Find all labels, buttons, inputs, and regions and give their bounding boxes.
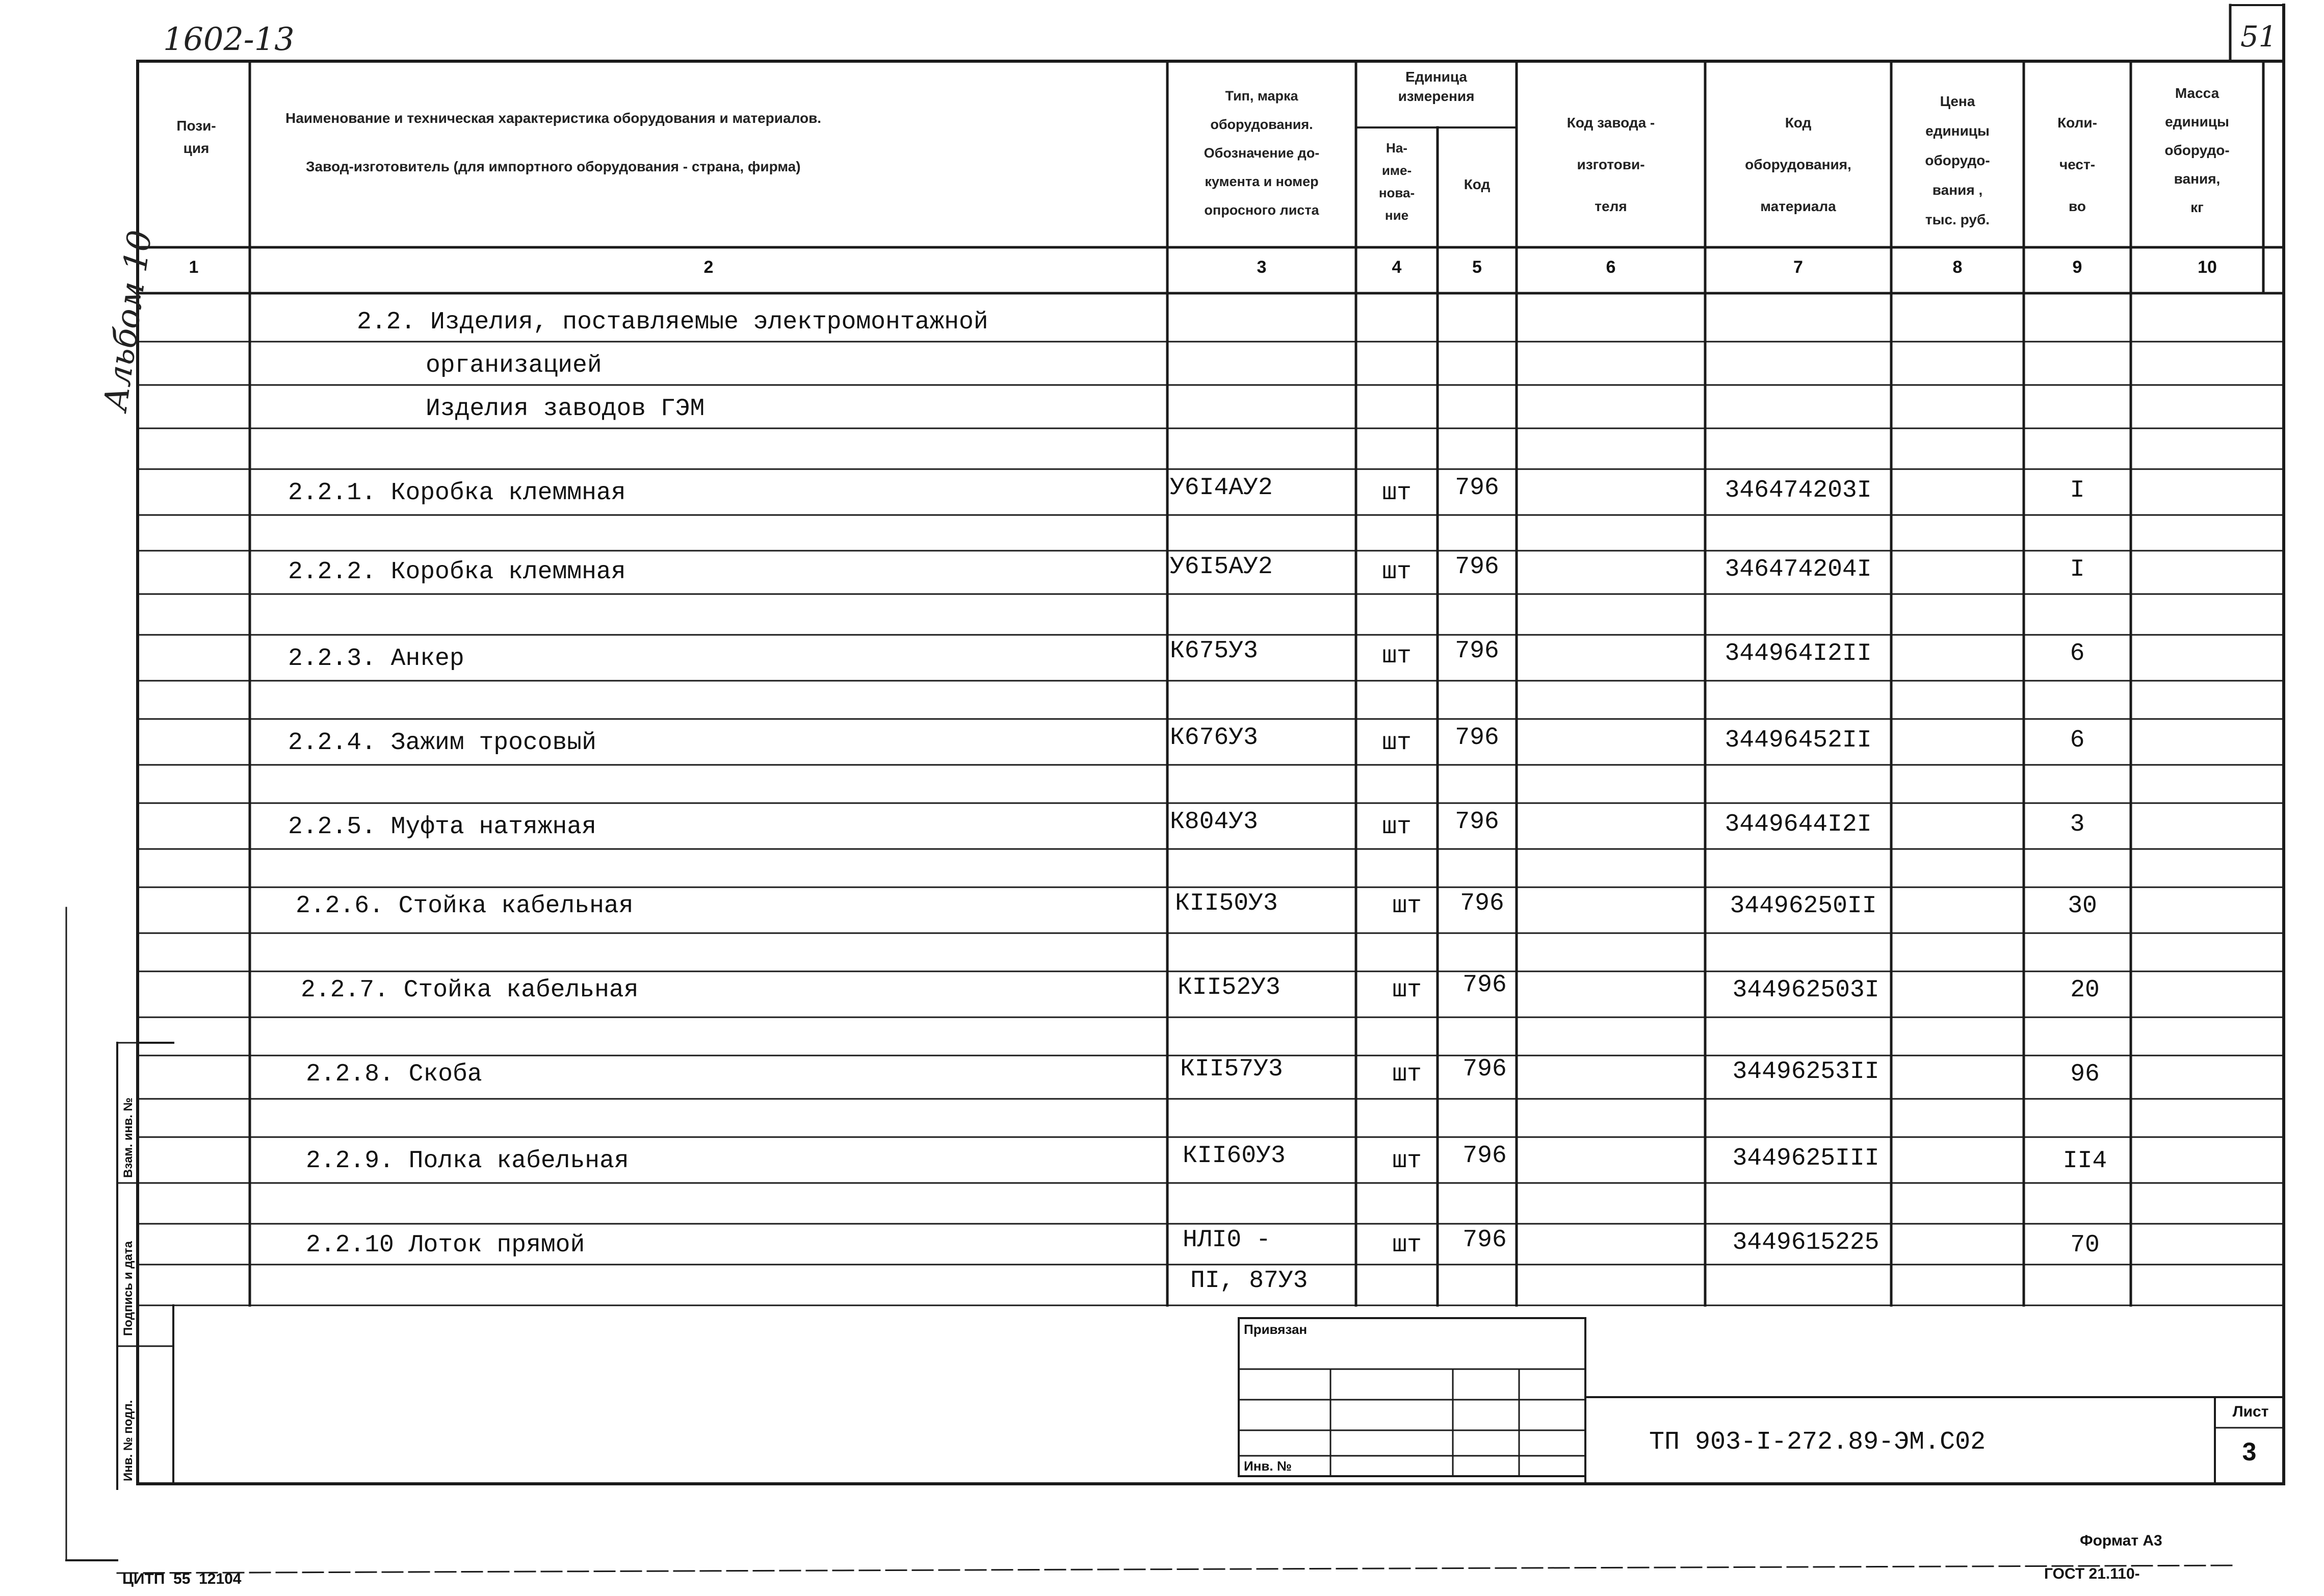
row-qty: II4: [2062, 1147, 2107, 1175]
row-qty: 70: [2070, 1231, 2100, 1259]
side-label-inv-podl: Инв. № подл.: [121, 1400, 135, 1481]
col-number: 7: [1793, 258, 1803, 277]
row-unit: шт: [1382, 642, 1412, 670]
row-qty: I: [2070, 477, 2085, 504]
row-type: КII52У3: [1178, 974, 1281, 1001]
row-type: К676У3: [1170, 724, 1258, 752]
row-unit: шт: [1392, 1147, 1422, 1175]
col-number: 1: [189, 258, 199, 277]
row-name: 2.2.1. Коробка клеммная: [288, 479, 626, 507]
row-unit: шт: [1392, 1061, 1422, 1088]
col-number: 5: [1472, 258, 1482, 277]
row-qty: 3: [2070, 811, 2085, 838]
header-unit-mass: Масса единицы оборудо- вания, кг: [2164, 85, 2230, 215]
sheet-label: Лист: [2232, 1403, 2269, 1420]
row-name: 2.2.8. Скоба: [306, 1061, 482, 1088]
page-number: 51: [2240, 20, 2277, 54]
row-unit-code: 796: [1455, 808, 1499, 836]
row-unit: шт: [1392, 976, 1422, 1004]
row-unit: шт: [1392, 892, 1422, 920]
row-code: 3449615225: [1732, 1229, 1879, 1256]
row-name: 2.2.3. Анкер: [288, 645, 464, 673]
col-number: 2: [703, 258, 714, 277]
row-name: 2.2.6. Стойка кабельная: [296, 892, 634, 920]
row-unit-code: 796: [1463, 1056, 1507, 1083]
row-unit-code: 796: [1455, 553, 1499, 581]
section-title-line1: 2.2. Изделия, поставляемые электромонтажной: [357, 308, 988, 336]
header-name-line2: Завод-изготовитель (для импортного оборудования - страна, фирма): [306, 159, 801, 174]
format-label: Формат А3: [2080, 1532, 2162, 1549]
header-unit: Единица измерения: [1398, 69, 1475, 104]
col-number: 10: [2198, 258, 2217, 277]
row-name: 2.2.2. Коробка клеммная: [288, 558, 626, 586]
row-unit: шт: [1382, 813, 1412, 841]
header-unit-code: Код: [1464, 176, 1491, 192]
header-type: Тип, марка оборудования. Обозначение до- кумента и номер опросного листа: [1204, 88, 1320, 218]
stamp-inv-number: Инв. №: [1244, 1458, 1292, 1474]
row-qty: 6: [2070, 640, 2085, 667]
col-number: 6: [1606, 258, 1616, 277]
row-qty: 30: [2068, 892, 2097, 920]
header-unit-price: Цена единицы оборудо- вания , тыс. руб.: [1925, 93, 1990, 227]
row-qty: 6: [2070, 727, 2085, 754]
row-unit-code: 796: [1463, 1142, 1507, 1170]
row-code: 34496250II: [1730, 892, 1877, 920]
handwritten-drawing-number: 1602-13: [163, 20, 295, 58]
row-unit-code: 796: [1455, 724, 1499, 752]
header-quantity: Коли- чест- во: [2057, 115, 2097, 214]
row-code: 34496452II: [1725, 727, 1872, 754]
row-unit-code: 796: [1455, 637, 1499, 665]
header-position: Пози- ция: [176, 118, 216, 156]
header-unit-name: На- име- нова- ние: [1378, 140, 1415, 223]
row-code: 3449625III: [1732, 1145, 1879, 1172]
row-unit: шт: [1382, 479, 1412, 507]
row-type: КII60У3: [1183, 1142, 1286, 1170]
row-unit: шт: [1382, 729, 1412, 757]
row-type-continued: ПI, 87У3: [1190, 1267, 1308, 1295]
row-type: К675У3: [1170, 637, 1258, 665]
row-unit: шт: [1382, 558, 1412, 586]
side-label-vzam-inv: Взам. инв. №: [121, 1097, 135, 1178]
row-unit-code: 796: [1455, 474, 1499, 502]
col-number: 4: [1392, 258, 1402, 277]
header-name-line1: Наименование и техническая характеристика оборудования и материалов.: [285, 110, 822, 126]
row-unit-code: 796: [1463, 971, 1507, 999]
row-qty: 96: [2070, 1061, 2100, 1088]
sheet-number: 3: [2242, 1437, 2257, 1466]
gost-label: ГОСТ 21.110-: [2044, 1565, 2140, 1582]
row-qty: 20: [2070, 976, 2100, 1004]
row-type: КII50У3: [1175, 890, 1278, 917]
row-type: У6I4АУ2: [1170, 474, 1273, 502]
row-name: 2.2.10 Лоток прямой: [306, 1231, 585, 1259]
stamp-privyazan: Привязан: [1244, 1322, 1308, 1337]
row-type: К804У3: [1170, 808, 1258, 836]
row-unit-code: 796: [1460, 890, 1504, 917]
document-code: ТП 903-I-272.89-ЭМ.С02: [1649, 1428, 1986, 1457]
row-unit: шт: [1392, 1231, 1422, 1259]
row-code: 344964I2II: [1725, 640, 1872, 667]
col-number: 3: [1257, 258, 1267, 277]
row-unit-code: 796: [1463, 1226, 1507, 1254]
header-manufacturer-code: Код завода - изготови- теля: [1566, 115, 1655, 214]
header-equipment-code: Код оборудования, материала: [1745, 115, 1851, 214]
row-code: 344962503I: [1732, 976, 1879, 1004]
row-type: У6I5АУ2: [1170, 553, 1273, 581]
row-type: КII57У3: [1180, 1056, 1283, 1083]
album-note: Альбом 10: [97, 227, 160, 414]
row-qty: I: [2070, 556, 2085, 583]
row-name: 2.2.9. Полка кабельная: [306, 1147, 629, 1175]
section-title-line2: организацией: [426, 352, 602, 379]
section-title-line3: Изделия заводов ГЭМ: [426, 395, 705, 423]
row-name: 2.2.7. Стойка кабельная: [301, 976, 639, 1004]
row-code: 346474204I: [1725, 556, 1872, 583]
side-label-signature-date: Подпись и дата: [121, 1241, 135, 1336]
bottom-left-code: ЦИТП 55 12104: [122, 1571, 242, 1587]
row-name: 2.2.4. Зажим тросовый: [288, 729, 596, 757]
col-number: 8: [1952, 258, 1963, 277]
row-code: 34496253II: [1732, 1058, 1879, 1086]
row-code: 346474203I: [1725, 477, 1872, 504]
col-number: 9: [2072, 258, 2082, 277]
row-code: 3449644I2I: [1725, 811, 1872, 838]
row-name: 2.2.5. Муфта натяжная: [288, 813, 596, 841]
row-type: НЛI0 -: [1183, 1226, 1271, 1254]
